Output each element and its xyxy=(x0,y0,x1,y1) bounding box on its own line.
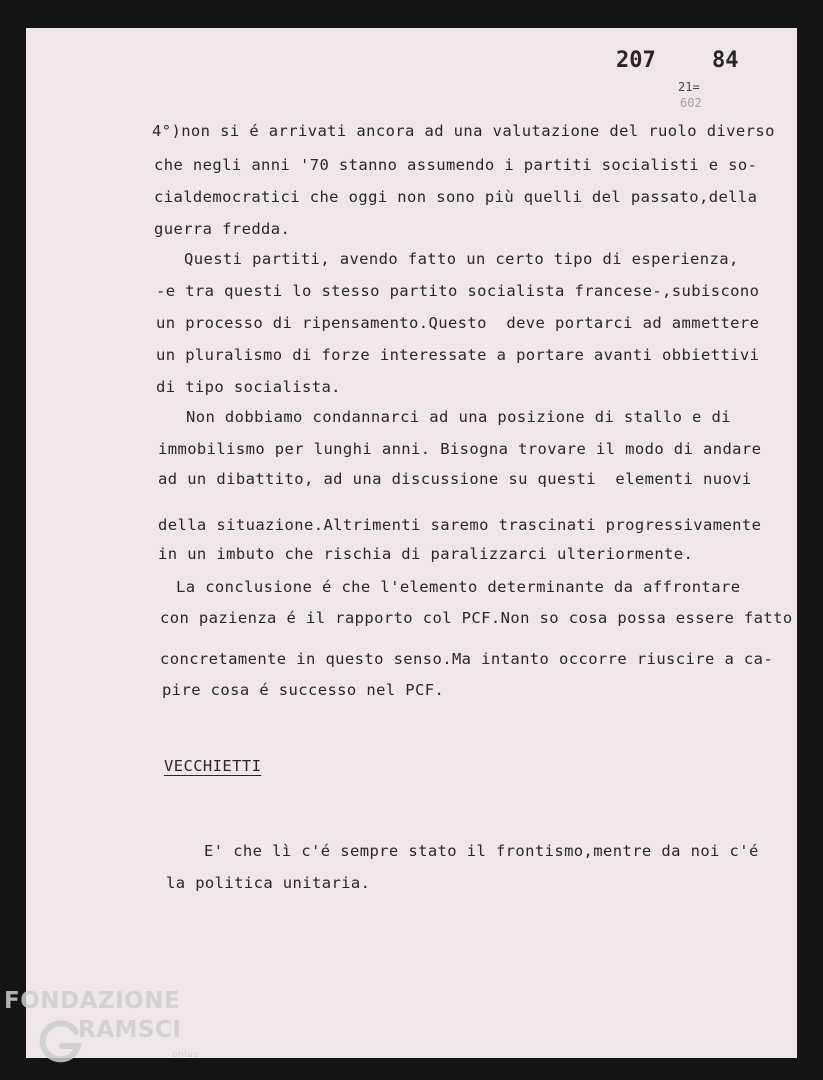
text-line: ad un dibattito, ad una discussione su questi elementi nuovi xyxy=(158,470,752,488)
page-number-secondary: 84 xyxy=(712,48,739,73)
text-line: 4°)non si é arrivati ancora ad una valutazione del ruolo diverso xyxy=(152,122,775,140)
logo-text-top: FONDAZIONE xyxy=(4,988,181,1014)
logo-text-bottom: RAMSCI xyxy=(78,1017,182,1043)
text-line: in un imbuto che rischia di paralizzarci ulteriormente. xyxy=(158,545,694,563)
text-line: La conclusione é che l'elemento determinante da affrontare xyxy=(176,578,741,596)
archive-stamp: 21= xyxy=(678,80,700,94)
text-line: pire cosa é successo nel PCF. xyxy=(162,681,445,699)
text-line: Non dobbiamo condannarci ad una posizione di stallo e di xyxy=(186,408,731,426)
text-line: un processo di ripensamento.Questo deve portarci ad ammettere xyxy=(156,314,760,332)
text-line: con pazienza é il rapporto col PCF.Non so cosa possa essere fatto xyxy=(160,609,793,627)
text-line: che negli anni '70 stanno assumendo i partiti socialisti e so- xyxy=(154,156,758,174)
text-line: di tipo socialista. xyxy=(156,378,341,396)
text-line: guerra fredda. xyxy=(154,220,291,238)
archive-stamp-faded: 602 xyxy=(680,96,702,110)
text-line: la politica unitaria. xyxy=(166,874,371,892)
logo-g-icon xyxy=(36,1018,84,1066)
logo-onlus: onlus xyxy=(172,1050,199,1060)
text-line: immobilismo per lunghi anni. Bisogna trovare il modo di andare xyxy=(158,440,762,458)
fondazione-gramsci-logo xyxy=(4,988,204,1068)
text-line: -e tra questi lo stesso partito socialista francese-,subiscono xyxy=(156,282,760,300)
text-line: cialdemocratici che oggi non sono più quelli del passato,della xyxy=(154,188,758,206)
text-line: un pluralismo di forze interessate a portare avanti obbiettivi xyxy=(156,346,760,364)
text-line: concretamente in questo senso.Ma intanto occorre riuscire a ca- xyxy=(160,650,774,668)
page-number-primary: 207 xyxy=(616,48,656,73)
text-line: E' che lì c'é sempre stato il frontismo,mentre da noi c'é xyxy=(204,842,759,860)
document-page xyxy=(26,28,797,1058)
speaker-heading: VECCHIETTI xyxy=(164,757,262,775)
text-line: della situazione.Altrimenti saremo trascinati progressivamente xyxy=(158,516,762,534)
text-line: Questi partiti, avendo fatto un certo tipo di esperienza, xyxy=(184,250,739,268)
